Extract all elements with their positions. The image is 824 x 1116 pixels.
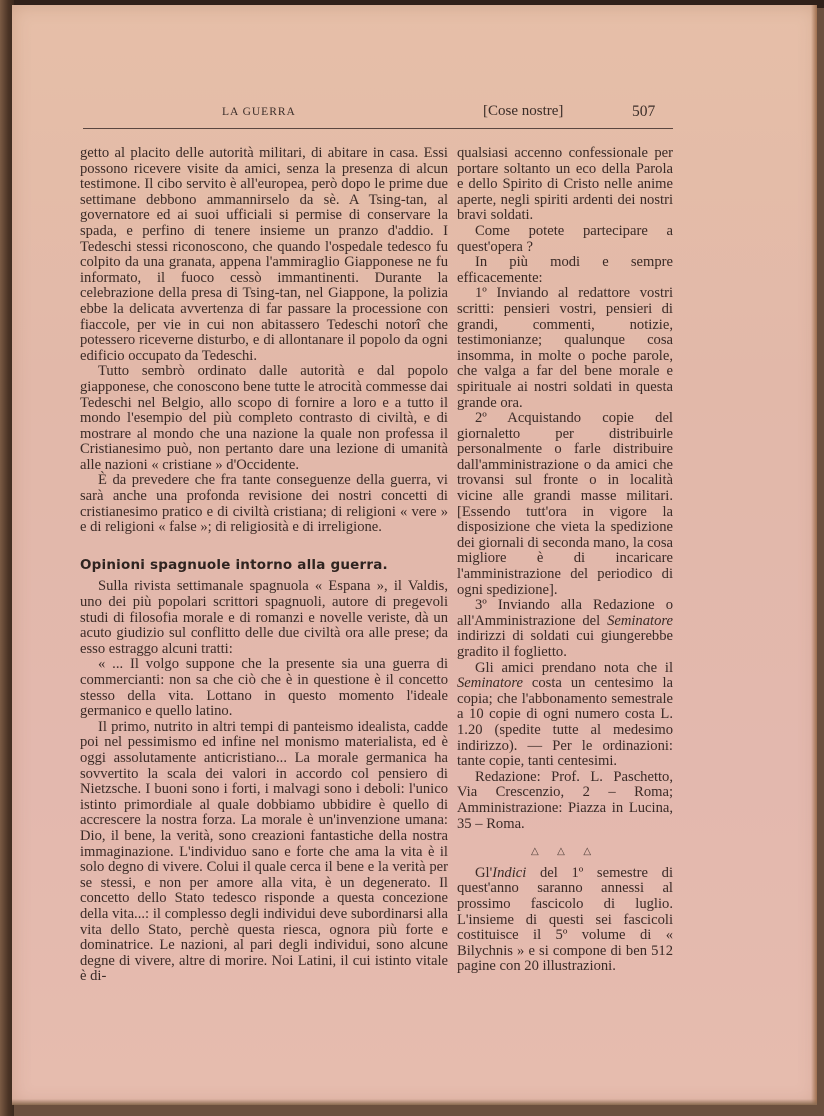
text: indirizzi di soldati cui giungerebbe gradito il foglietto. [457,628,673,660]
italic-title: Seminatore [607,612,673,629]
text: del 1º semestre di quest'anno saranno annessi al prossimo fascicolo di luglio. L'insieme di questi sei fascicoli costituisce il 5º volume di « Bilychnis » e si compone di ben 512 pagine con 20 illustrazioni. [457,864,673,975]
running-head-section: [Cose nostre] [483,103,564,119]
running-head [82,101,672,127]
text: Gli amici prendano nota che il [475,659,673,676]
running-head-title: LA GUERRA [222,106,296,118]
paragraph: Come potete partecipare a quest'opera ? [457,222,673,255]
text: 3º Inviando alla Redazione o all'Amministrazione del [457,597,673,629]
paragraph: È da prevedere che fra tante conseguenze della guerra, vi sarà anche una profonda revisione dei nostri concetti di cristianesimo pratico e di civiltà cristiana; di religioni « vere » e di religioni « false »; di religiosità e di irreligione. [80,472,448,536]
page-bottom-edge [12,1099,817,1105]
paragraph: Tutto sembrò ordinato dalle autorità e dal popolo giapponese, che conoscono bene tutte le atrocità commesse dai Tedeschi nel Belgio, allo scopo di fornire a loro e a tutto il mondo l'esempio del più completo contrasto di civiltà, e di mostrare al mondo che una nazione la quale non professa il Cristianesimo può, non pertanto dare una lezione di umanità alle nazioni « cristiane » d'Occidente. [80,363,448,473]
italic-title: Indici [492,864,527,881]
text: Gl' [475,864,493,881]
page-right-edge [811,5,817,1105]
list-item: 1º Inviando al redattore vostri scritti: pensieri vostri, pensieri di grandi, commenti, notizie, testimonianze; qualunque cosa insomma, in molte o poche parole, che valga a far del bene morale e spirituale ai nostri soldati in questa grande ora. [457,285,673,411]
list-item [457,598,673,660]
page-number: 507 [632,103,656,120]
right-column [457,146,673,975]
header-rule [83,128,673,129]
left-column [80,146,448,985]
italic-title: Seminatore [457,675,523,692]
address-paragraph: Redazione: Prof. L. Paschetto, Via Crescenzio, 2 – Roma; Amministrazione: Piazza in Lucina, 35 – Roma. [457,768,673,832]
paragraph: Il primo, nutrito in altri tempi di panteismo idealista, cadde poi nel pessimismo ed infine nel monismo materialista, ed è oggi assolutamente anticristiano... La morale germanica ha sovvertito la scala dei valori in accordo col pensiero di Nietzsche. I buoni sono i forti, i malvagi sono i deboli: l'unico istinto primordiale al quale dobbiamo ubbidire è quello di accrescere la nostra forza. La morale è un'invenzione umana: Dio, il bene, la verità, sono creazioni fantastiche della nostra immaginazione. L'individuo sano e forte che ama la vita è il solo degno di vivere. Colui il quale cerca il bene e la verità per se stessi, e non per amore alla vita, è un degenerato. Il concetto dello Stato tedesco risponde a questa concezione della vita...: il complesso degli individui deve subordinarsi alla vita dello Stato, perchè questa riesca, ognora più forte e dominatrice. Le nazioni, al pari degli individui, sono alcune degne di vivere, altre di morire. Noi Latini, il cui istinto vitale è di- [80,718,448,985]
section-heading: Opinioni spagnuole intorno alla guerra. [80,556,388,573]
text: costa un centesimo la copia; che l'abbonamento semestrale a 10 copie di ogni numero costa L. 1.20 (spedite tutte al medesimo indirizzo). — Per le ordinazioni: tante copie, tanti centesimi. [457,675,673,770]
ornament-triangles-icon: △ △ △ [530,846,600,858]
list-item: 2º Acquistando copie del giornaletto per distribuirle personalmente o farle distribuire dall'amministrazione o da amici che trovansi sul fronte o in località vicine alle grandi masse militari. [Essendo tutt'ora in vigore la disposizione che vieta la spedizione dei giornali di seconda mano, la cosa migliore è di incaricare l'amministrazione del periodico di ogni spedizione]. [457,410,673,598]
paragraph: In più modi e sempre efficacemente: [457,254,673,286]
paragraph: getto al placito delle autorità militari, di abitare in casa. Essi possono ricevere visite da amici, senza la presenza di alcun testimone. Il cibo servito è all'europea, però dopo le prime due settimane debbono ammannirselo da sè. A Tsing-tan, al governatore ed ai suoi ufficiali si permise di conservare la spada, e perfino di tenere insieme un pranzo d'addio. I Tedeschi stessi riconoscono, che quando l'ospedale tedesco fu colpito da una granata, appena l'ammiraglio Giapponese ne fu informato, il fuoco cessò immantinenti. Durante la celebrazione della presa di Tsing-tan, nel Giappone, la polizia ebbe la delicata avvertenza di far passare la processione con fiaccole, per vie in cui non abitassero Tedeschi notorî che potessero riceverne disturbo, e di allontanare il popolo da ogni edificio occupato da Tedeschi. [80,145,448,364]
paragraph [457,866,673,975]
paragraph: qualsiasi accenno confessionale per portare soltanto un eco della Parola e dello Spirito di Cristo nelle anime aperte, negli spiriti ardenti dei nostri bravi soldati. [457,145,673,224]
quote-paragraph: « ... Il volgo suppone che la presente sia una guerra di commercianti: non sa che ciò che è in questione è il concetto stesso della vita. Lottano in questo momento l'ideale germanico e quello latino. [80,656,448,720]
paragraph [457,661,673,770]
paragraph: Sulla rivista settimanale spagnuola « Espana », il Valdis, uno dei più popolari scrittori spagnuoli, autore di pregevoli studi di filosofia morale e di romanzi e novelle veriste, dà un acuto giudizio sul conflitto delle due civiltà ora alle prese; da esso estraggo alcuni tratti: [80,578,448,657]
